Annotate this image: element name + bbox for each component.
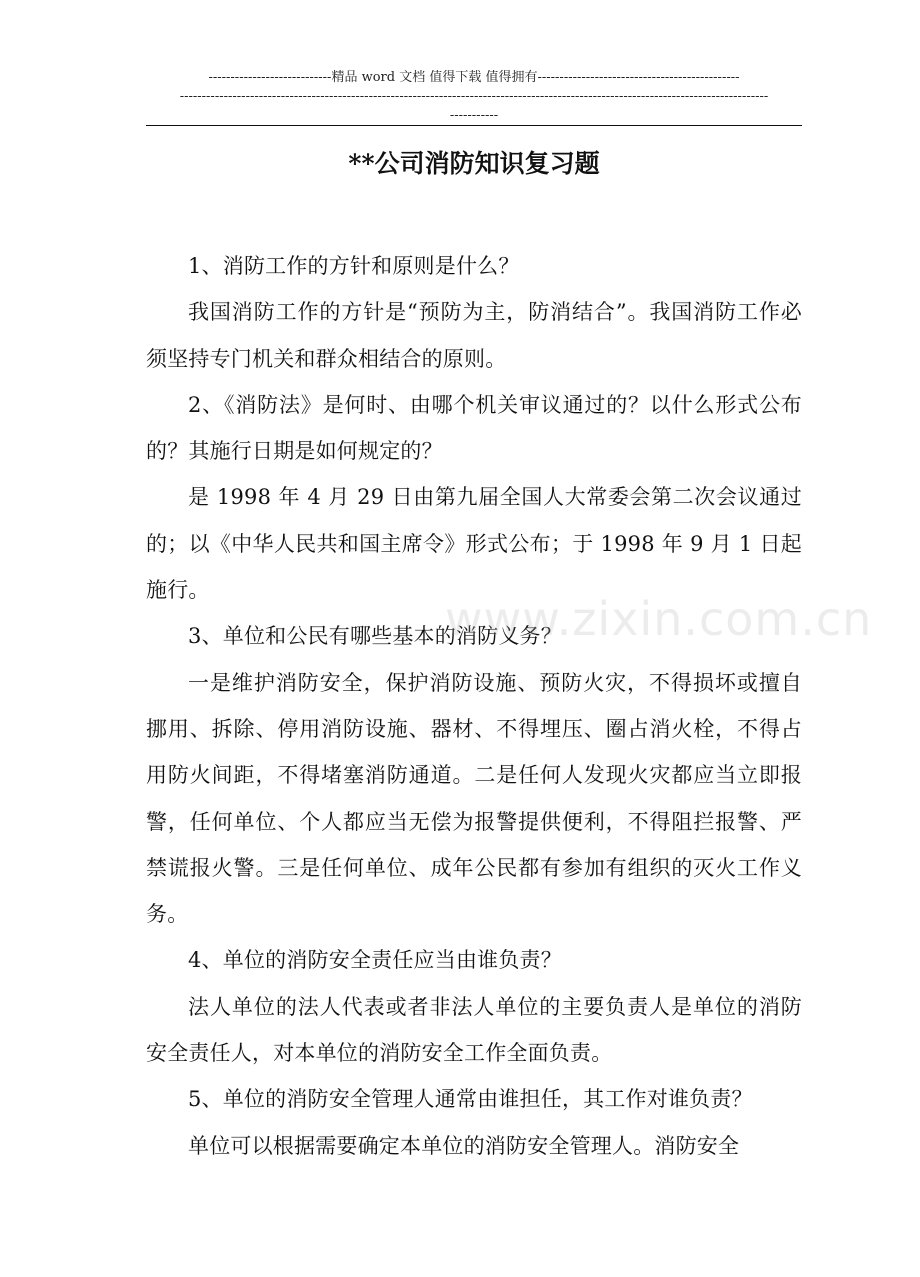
header-banner <box>146 68 802 125</box>
answer-2: 是 1998 年 4 月 29 日由第九届全国人大常委会第二次会议通过的；以《中华人民共和国主席令》形式公布；于 1998 年 9 月 1 日起施行。 <box>146 485 802 603</box>
document-title: **公司消防知识复习题 <box>348 149 600 178</box>
header-banner-line-1: ----------------------------精品 word 文档 值得下载 值得拥有---------------------------------------------- <box>208 70 740 85</box>
answer-5: 单位可以根据需要确定本单位的消防安全管理人。消防安全 <box>188 1133 740 1158</box>
answer-1: 我国消防工作的方针是“预防为主，防消结合”。我国消防工作必须坚持专门机关和群众相结合的原则。 <box>146 300 802 371</box>
question-3: 3、单位和公民有哪些基本的消防义务？ <box>188 624 562 649</box>
question-5: 5、单位的消防安全管理人通常由谁担任，其工作对谁负责？ <box>188 1087 753 1112</box>
header-banner-line-3: ----------- <box>449 108 499 123</box>
answer-3: 一是维护消防安全，保护消防设施、预防火灾，不得损坏或擅自挪用、拆除、停用消防设施、器材、不得埋压、圈占消火栓，不得占用防火间距，不得堵塞消防通道。二是任何人发现火灾都应当立即报警，任何单位、个人都应当无偿为报警提供便利，不得阻拦报警、严禁谎报火警。三是任何单位、成年公民都有参加有组织的灭火工作义务。 <box>146 670 802 927</box>
watermark: www.zixin.com.cn <box>445 592 873 646</box>
header-banner-line-2: -------------------------------------------------------------------------------------------------------------------------------------- <box>179 89 769 104</box>
question-4: 4、单位的消防安全责任应当由谁负责？ <box>188 948 562 973</box>
header-divider <box>146 125 802 126</box>
document-body <box>146 243 802 1169</box>
question-1: 1、消防工作的方针和原则是什么？ <box>188 254 520 278</box>
question-2: 2、《消防法》是何时、由哪个机关审议通过的？以什么形式公布的？其施行日期是如何规定的？ <box>146 392 802 464</box>
answer-4: 法人单位的法人代表或者非法人单位的主要负责人是单位的消防安全责任人，对本单位的消防安全工作全面负责。 <box>146 994 802 1066</box>
